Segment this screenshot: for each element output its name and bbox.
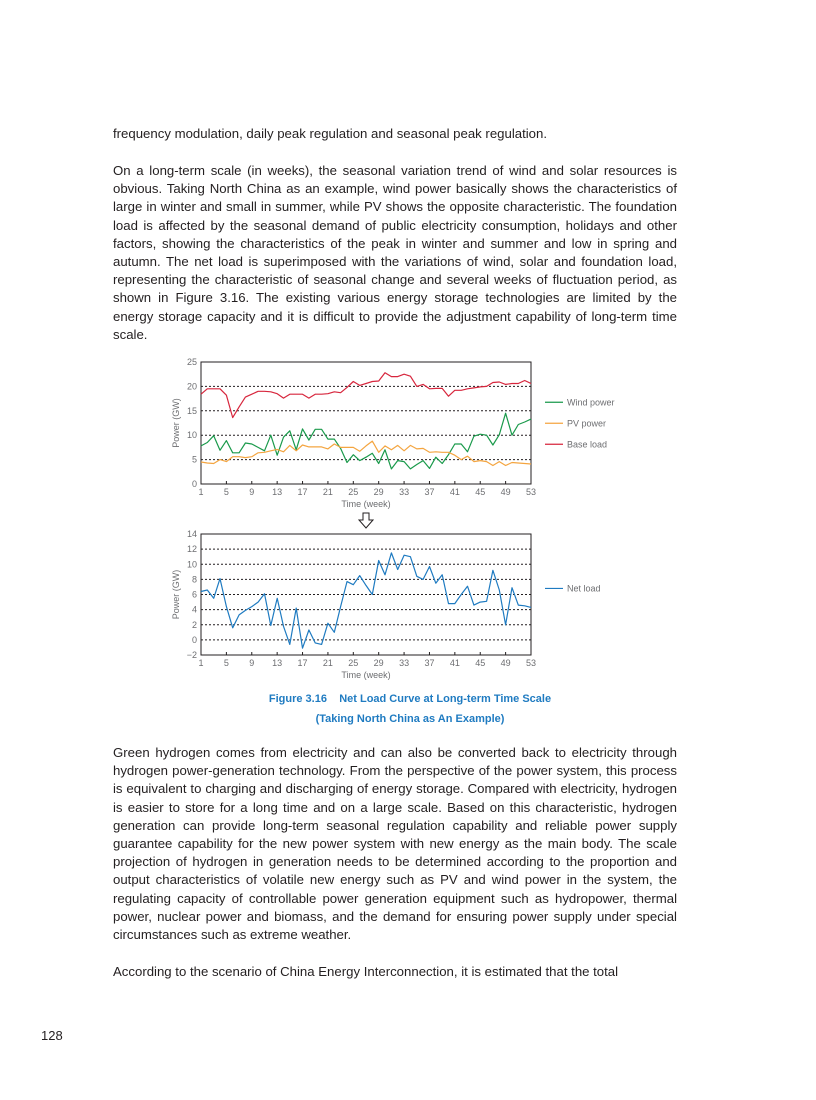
x-tick-label: 5	[223, 487, 229, 497]
x-tick-label: 9	[249, 487, 255, 497]
y-tick-label: 10	[186, 559, 197, 570]
x-tick-label: 37	[424, 658, 435, 668]
x-tick-label: 49	[500, 487, 511, 497]
x-tick-label: 49	[500, 658, 511, 668]
figure-caption-subtitle: (Taking North China as An Example)	[315, 713, 505, 725]
legend-label: Base load	[567, 439, 608, 450]
y-tick-label: 5	[191, 454, 197, 465]
figure-3-16	[160, 352, 640, 692]
x-tick-label: 25	[348, 487, 359, 497]
x-tick-label: 1	[198, 487, 204, 497]
y-tick-label: 0	[191, 479, 197, 489]
paragraph-continuation: frequency modulation, daily peak regulation and seasonal peak regulation.	[113, 126, 548, 141]
y-axis-label: Power (GW)	[171, 398, 181, 448]
x-axis-label: Time (week)	[341, 499, 391, 509]
y-tick-label: 2	[191, 619, 197, 630]
x-tick-label: 45	[475, 487, 486, 497]
chart-net-load	[160, 524, 640, 694]
y-tick-label: 4	[191, 604, 197, 615]
y-tick-label: 15	[186, 405, 197, 416]
y-tick-label: 8	[191, 574, 197, 585]
y-tick-label: 20	[186, 381, 197, 392]
y-tick-label: 6	[191, 589, 197, 600]
x-tick-label: 33	[399, 487, 410, 497]
legend-label: Net load	[567, 583, 601, 594]
x-tick-label: 21	[322, 658, 333, 668]
y-tick-label: −2	[186, 650, 197, 660]
x-tick-label: 29	[373, 487, 384, 497]
y-axis-label: Power (GW)	[171, 569, 181, 620]
x-tick-label: 17	[297, 658, 308, 668]
y-tick-label: 14	[186, 529, 197, 539]
x-tick-label: 9	[249, 658, 255, 668]
x-tick-label: 5	[223, 658, 229, 668]
x-tick-label: 13	[272, 487, 283, 497]
page-number: 128	[41, 1028, 63, 1043]
x-tick-label: 13	[272, 658, 283, 668]
legend-label: Wind power	[567, 397, 615, 408]
y-tick-label: 10	[186, 430, 197, 441]
paragraph-green-hydrogen: Green hydrogen comes from electricity and can also be converted back to electricity through hydrogen power-generation technology. From the perspective of the power system, this process is equivalent to charging and discharging of energy storage. Compared with electricity, hydrogen is easier to store for a long time and on a large scale. Based on this characteristic, hydrogen generation can provide long-term seasonal regulation capability and reliable power supply guarantee capability for the new power system with new energy as the main body. The scale projection of hydrogen in generation needs to be determined according to the proportion and output characteristics of volatile new energy such as PV and wind power in the system, the regulating capacity of controllable power generation equipment such as hydropower, thermal power, nuclear power and biomass, and the demand for ensuring power supply under special circumstances such as extreme weather.	[113, 745, 677, 943]
legend-label: PV power	[567, 418, 607, 429]
x-tick-label: 29	[373, 658, 384, 668]
x-tick-label: 17	[297, 487, 308, 497]
chart-wind-pv-baseload	[160, 352, 640, 512]
series-line-pv-power	[201, 441, 531, 465]
paragraph-long-term-scale: On a long-term scale (in weeks), the seasonal variation trend of wind and solar resources is obvious. Taking North China as an example, wind power basically shows the characteristics of large in winter and small in summer, while PV shows the opposite characteristic. The foundation load is affected by the seasonal demand of public electricity consumption, holidays and other factors, showing the characteristics of the peak in winter and summer and low in spring and autumn. The net load is superimposed with the variations of wind, solar and foundation load, representing the characteristic of seasonal change and several weeks of fluctuation period, as shown in Figure 3.16. The existing various energy storage technologies are limited by the energy storage capacity and it is difficult to provide the adjustment capability of long-term time scale.	[113, 163, 677, 342]
x-tick-label: 1	[198, 658, 204, 668]
x-tick-label: 41	[449, 487, 460, 497]
x-tick-label: 37	[424, 487, 435, 497]
x-tick-label: 53	[525, 658, 537, 668]
x-tick-label: 25	[348, 658, 359, 668]
figure-caption-title: Figure 3.16 Net Load Curve at Long-term Time Scale	[268, 693, 552, 705]
paragraph-scenario: According to the scenario of China Energy Interconnection, it is estimated that the total	[113, 964, 619, 979]
x-tick-label: 45	[475, 658, 486, 668]
x-tick-label: 53	[525, 487, 537, 497]
x-tick-label: 21	[322, 487, 333, 497]
x-tick-label: 33	[399, 658, 410, 668]
y-tick-label: 12	[186, 544, 197, 555]
x-axis-label: Time (week)	[341, 670, 391, 680]
y-tick-label: 0	[191, 634, 197, 645]
y-tick-label: 25	[186, 357, 197, 367]
series-line-net-load	[201, 553, 531, 648]
x-tick-label: 41	[449, 658, 460, 668]
